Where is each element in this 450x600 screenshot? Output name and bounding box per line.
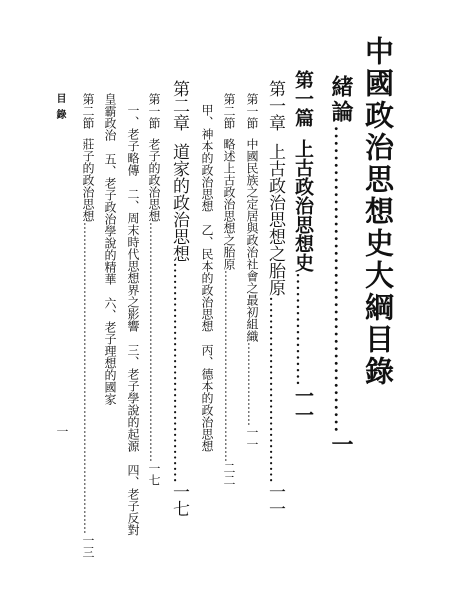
toc-entry-intro[interactable] [330,75,352,585]
running-header: 目錄 [54,93,65,125]
book-title: 中國政治思想史大綱目錄 [361,36,395,388]
leader-dots: ……………… [292,272,314,386]
leader-dots: …………………………… [265,296,285,483]
entry-label: 第二節 [81,93,95,129]
toc-entry-ch1-s2[interactable] [223,93,235,486]
page-ref: 一三 [81,534,95,558]
leader-dots: …………………………………… [329,125,354,433]
leader-dots: ………………… [245,342,259,426]
entry-title: 老子的政治思想 [147,138,161,222]
page-ref: 一七 [169,483,189,517]
entry-label: 第二章 [169,80,189,131]
leader-dots: ………………………………………… [222,270,236,462]
toc-subitems-ch2-s1-b: 皇霸政治 五、老子政治學說的精華 六、老子理想的國家 [103,93,117,405]
entry-label: 第二節 [222,93,236,129]
entry-title: 上古政治思想史 [292,139,314,272]
page-ref: 一一 [265,483,285,517]
entry-title: 上古政治思想之胎原 [265,143,285,296]
page-number: 一 [55,425,69,437]
page-ref: 一 [328,433,354,455]
entry-label: 第一章 [265,80,285,131]
entry-title: 中國民族之定居與政治社會之最初組織 [245,138,259,342]
page-ref: 二二 [222,462,236,486]
entry-label: 第一節 [147,93,161,129]
entry-label: 第一篇 [292,70,314,127]
entry-title: 略述上古政治思想之胎原 [222,138,236,270]
entry-title: 道家的政治思想 [169,143,189,262]
toc-entry-ch1-s1[interactable] [246,93,258,450]
toc-entry-ch2-s1[interactable] [148,93,160,486]
toc-entry-ch2[interactable] [170,80,187,517]
toc-entry-ch2-s2[interactable] [82,93,94,558]
entry-title: 莊子的政治思想 [81,138,95,222]
toc-subitems-ch2-s1-a: 一、老子略傳 二、周末時代思想界之影響 三、老子學說的起源 四、老子反對 [126,104,140,536]
toc-entry-part1[interactable] [293,70,312,424]
page-ref: 一一 [245,426,259,450]
toc-entry-ch1[interactable] [266,80,283,517]
page-ref: 一七 [147,462,161,486]
entry-label: 緒論 [328,75,354,125]
leader-dots: ………………………………… [169,262,189,483]
entry-label: 第一節 [245,93,259,129]
leader-dots: …………………………………………………………………… [81,222,95,534]
page-ref: 一一 [292,386,314,424]
toc-subitems-ch1-s2: 甲、神本的政治思想 乙、民本的政治思想 丙、德本的政治思想 [200,104,214,452]
leader-dots: …………………………………………………… [147,222,161,462]
